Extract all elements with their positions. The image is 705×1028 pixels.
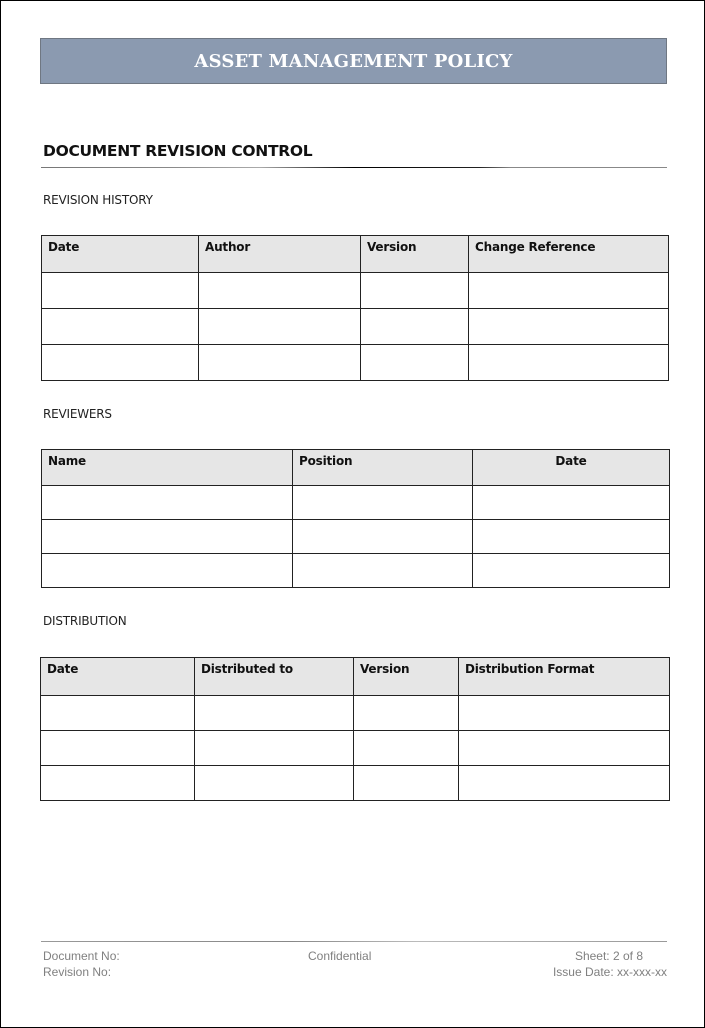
table-cell[interactable]	[459, 766, 670, 801]
table-cell[interactable]	[473, 554, 670, 588]
table-row	[42, 554, 670, 588]
table-header-row	[41, 658, 670, 696]
table-cell[interactable]	[469, 273, 669, 309]
table-row	[42, 345, 669, 381]
table-cell[interactable]	[473, 486, 670, 520]
section-divider	[41, 167, 667, 168]
table-cell[interactable]	[293, 486, 473, 520]
table-cell[interactable]	[293, 554, 473, 588]
column-header-date: Date	[473, 450, 670, 486]
column-header-version: Version	[354, 658, 459, 696]
column-header-date: Date	[42, 236, 199, 273]
table-cell[interactable]	[361, 309, 469, 345]
column-header-distribution-format: Distribution Format	[459, 658, 670, 696]
table-cell[interactable]	[459, 696, 670, 731]
column-header-position: Position	[293, 450, 473, 486]
table-cell[interactable]	[361, 273, 469, 309]
distribution-label: DISTRIBUTION	[43, 614, 127, 628]
table-cell[interactable]	[42, 273, 199, 309]
table-row	[41, 731, 670, 766]
column-header-name: Name	[42, 450, 293, 486]
table-cell[interactable]	[42, 520, 293, 554]
table-header-row	[42, 450, 670, 486]
footer-confidential: Confidential	[308, 949, 372, 963]
column-header-distributed-to: Distributed to	[195, 658, 354, 696]
title-banner	[40, 38, 667, 84]
revision-history-label: REVISION HISTORY	[43, 193, 153, 207]
footer-revision-no: Revision No:	[43, 965, 112, 979]
section-title: DOCUMENT REVISION CONTROL	[43, 142, 313, 160]
footer-divider	[41, 941, 667, 942]
table-row	[42, 520, 670, 554]
table-cell[interactable]	[41, 766, 195, 801]
table-cell[interactable]	[469, 345, 669, 381]
distribution-table	[40, 657, 670, 801]
table-cell[interactable]	[473, 520, 670, 554]
table-cell[interactable]	[41, 731, 195, 766]
column-header-version: Version	[361, 236, 469, 273]
reviewers-label: REVIEWERS	[43, 407, 112, 421]
table-row	[41, 766, 670, 801]
column-header-date: Date	[41, 658, 195, 696]
table-cell[interactable]	[469, 309, 669, 345]
table-row	[41, 696, 670, 731]
table-cell[interactable]	[42, 554, 293, 588]
reviewers-table	[41, 449, 670, 588]
table-cell[interactable]	[195, 696, 354, 731]
table-row	[42, 486, 670, 520]
table-cell[interactable]	[199, 345, 361, 381]
footer-document-no: Document No:	[43, 949, 120, 963]
table-cell[interactable]	[459, 731, 670, 766]
table-cell[interactable]	[361, 345, 469, 381]
table-cell[interactable]	[195, 731, 354, 766]
table-cell[interactable]	[42, 486, 293, 520]
table-header-row	[42, 236, 669, 273]
table-cell[interactable]	[293, 520, 473, 554]
table-cell[interactable]	[199, 273, 361, 309]
footer-sheet: Sheet: 2 of 8	[574, 949, 643, 963]
table-row	[42, 309, 669, 345]
revision-history-table	[41, 235, 669, 381]
table-cell[interactable]	[195, 766, 354, 801]
table-cell[interactable]	[354, 731, 459, 766]
column-header-author: Author	[199, 236, 361, 273]
column-header-change-reference: Change Reference	[469, 236, 669, 273]
table-cell[interactable]	[42, 309, 199, 345]
footer-issue-date: Issue Date: xx-xxx-xx	[552, 965, 667, 979]
table-row	[42, 273, 669, 309]
table-cell[interactable]	[354, 766, 459, 801]
table-cell[interactable]	[354, 696, 459, 731]
table-cell[interactable]	[42, 345, 199, 381]
document-title: ASSET MANAGEMENT POLICY	[194, 50, 513, 72]
table-cell[interactable]	[41, 696, 195, 731]
table-cell[interactable]	[199, 309, 361, 345]
